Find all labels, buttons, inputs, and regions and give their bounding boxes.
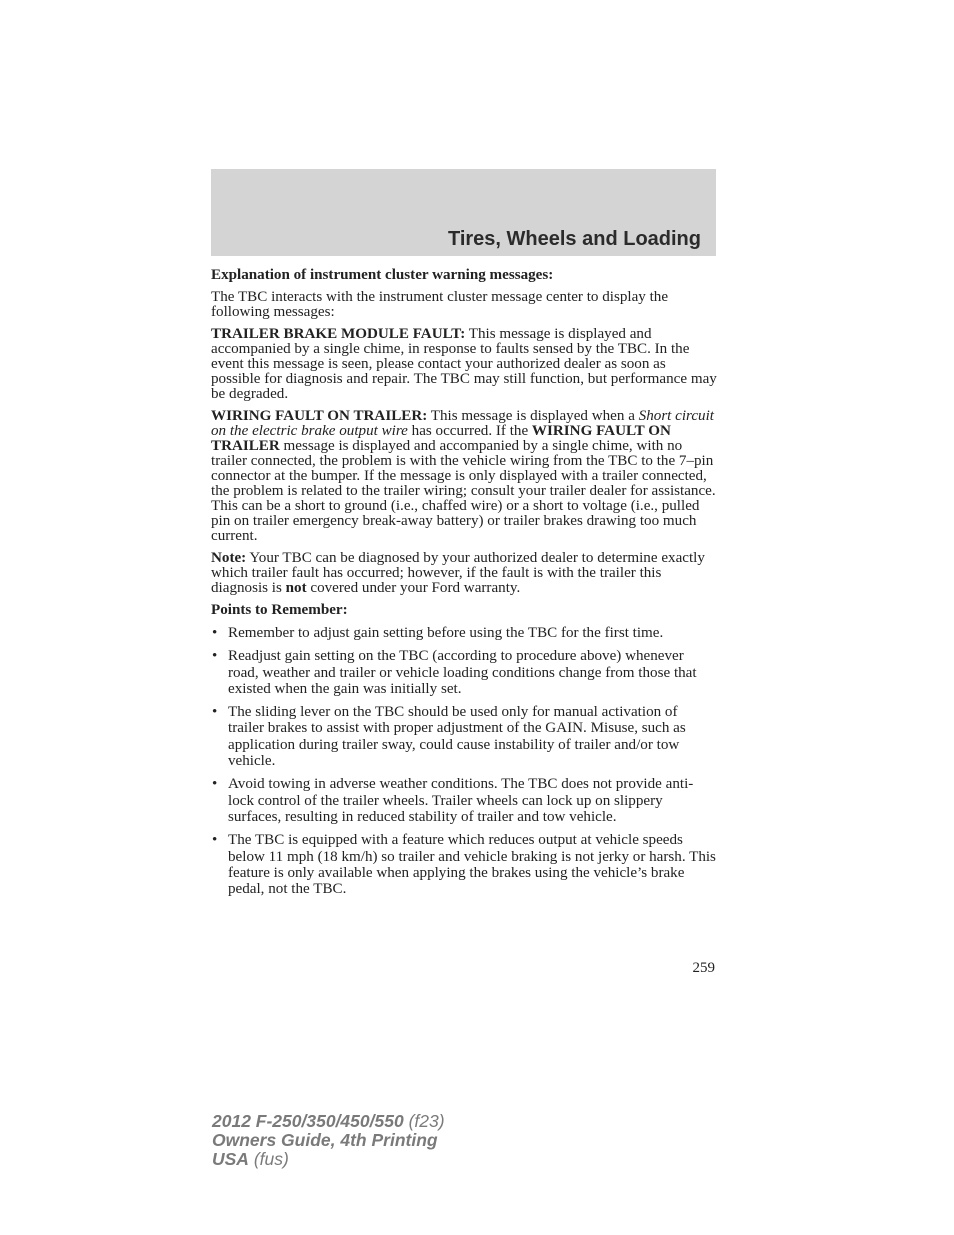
wiring-fault-text-2: has occurred. If the bbox=[407, 423, 532, 439]
bullet-icon: • bbox=[212, 625, 218, 641]
wiring-fault-label-2: WIRING FAULT ON TRAILER bbox=[211, 423, 671, 454]
section-title: Tires, Wheels and Loading bbox=[447, 228, 701, 250]
note-text-1: Your TBC can be diagnosed by your authorized dealer to determine exactly which trailer fault has occurred; however, if the fault is with the trailer this diagnosis is bbox=[211, 550, 705, 596]
bullet-icon: • bbox=[212, 704, 218, 721]
explanation-heading: Explanation of instrument cluster warning messages: bbox=[211, 267, 554, 283]
bullet-icon: • bbox=[212, 832, 218, 849]
list-item bbox=[211, 625, 717, 641]
page-number: 259 bbox=[692, 960, 715, 976]
list-item-text: The sliding lever on the TBC should be used only for manual activation of trailer brakes to assist with proper adjustment of the GAIN. Misuse, such as application during trailer sway, could cause instability of trailer and/or tow vehicle. bbox=[228, 704, 686, 770]
list-item bbox=[211, 704, 717, 769]
page-content bbox=[211, 268, 717, 904]
module-fault-paragraph bbox=[211, 327, 717, 402]
list-item bbox=[211, 648, 717, 697]
list-item-text: Readjust gain setting on the TBC (according to procedure above) whenever road, weather and trailer or vehicle loading conditions change from those that existed when the gain was initially set. bbox=[228, 648, 697, 697]
footer-line-3 bbox=[212, 1150, 445, 1169]
bullet-icon: • bbox=[212, 648, 218, 665]
wiring-fault-label: WIRING FAULT ON TRAILER: bbox=[211, 408, 428, 424]
list-item bbox=[211, 832, 717, 897]
footer-model: 2012 F-250/350/450/550 bbox=[212, 1111, 404, 1131]
intro-paragraph: The TBC interacts with the instrument cluster message center to display the following messages: bbox=[211, 289, 669, 320]
bullet-icon: • bbox=[212, 776, 218, 793]
list-item-text: The TBC is equipped with a feature which reduces output at vehicle speeds below 11 mph (18 km/h) so trailer and vehicle braking is not jerky or harsh. This feature is only available when applying the brakes using the vehicle’s brake pedal, not the TBC. bbox=[228, 832, 716, 898]
list-item-text: Avoid towing in adverse weather conditions. The TBC does not provide anti-lock control of the trailer wheels. Trailer wheels can lock up on slippery surfaces, resulting in reduced stability of trailer and tow vehicle. bbox=[228, 776, 694, 825]
points-list bbox=[211, 625, 717, 897]
footer-line-2: Owners Guide, 4th Printing bbox=[212, 1130, 438, 1150]
note-label: Note: bbox=[211, 550, 247, 566]
footer bbox=[212, 1112, 445, 1169]
section-header-band bbox=[211, 169, 716, 256]
points-heading: Points to Remember: bbox=[211, 602, 348, 618]
note-text-2: covered under your Ford warranty. bbox=[306, 580, 521, 596]
footer-market-code: (fus) bbox=[248, 1149, 289, 1169]
list-item bbox=[211, 776, 717, 825]
footer-market: USA bbox=[212, 1149, 249, 1169]
module-fault-text: This message is displayed and accompanied by a single chime, in response to faults sensed by the TBC. In the event this message is seen, please contact your authorized dealer as soon as possible for diagnosis and repair. The TBC may still function, but performance may be degraded. bbox=[211, 326, 717, 402]
wiring-fault-text-1: This message is displayed when a bbox=[427, 408, 639, 424]
wiring-fault-text-3: message is displayed and accompanied by a single chime, with no trailer connected, the problem is with the vehicle wiring from the TBC to the 7–pin connector at the bumper. If the message is only displayed with a trailer connected, the problem is related to the trailer wiring; consult your trailer dealer for assistance. This can be a short to ground (i.e., chaffed wire) or a short to voltage (i.e., pulled pin on trailer emergency break-away battery) or trailer brakes drawing too much current. bbox=[211, 438, 716, 544]
list-item-text: Remember to adjust gain setting before using the TBC for the first time. bbox=[228, 625, 664, 641]
note-bold-not: not bbox=[285, 580, 307, 596]
wiring-fault-italic: Short circuit on the electric brake output wire bbox=[211, 408, 714, 439]
note-paragraph bbox=[211, 551, 717, 596]
footer-model-code: (f23) bbox=[403, 1111, 445, 1131]
footer-line-1 bbox=[212, 1112, 445, 1131]
wiring-fault-paragraph bbox=[211, 409, 717, 544]
module-fault-label: TRAILER BRAKE MODULE FAULT: bbox=[211, 326, 466, 342]
